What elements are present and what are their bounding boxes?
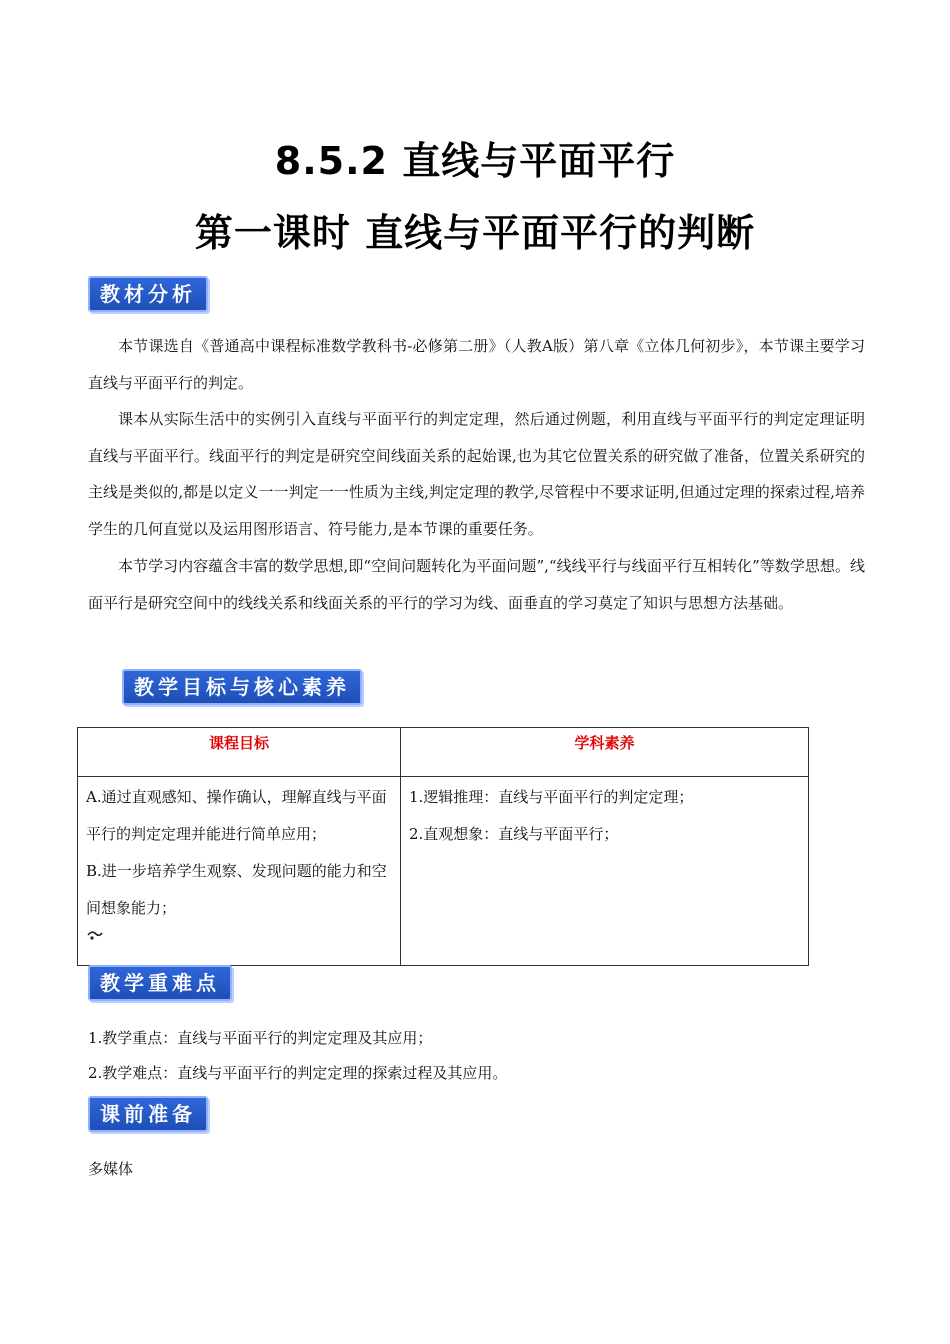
literacy-cell <box>401 777 809 966</box>
goals-table <box>77 727 809 966</box>
key-point-1: 1.教学重点：直线与平面平行的判定定理及其应用； <box>88 1029 433 1047</box>
header-course-goals: 课程目标 <box>78 728 401 777</box>
main-title: 8.5.2 直线与平面平行 <box>274 139 676 183</box>
section-badge-analysis: 教材分析 <box>88 276 208 312</box>
analysis-paragraph-3: 本节学习内容蕴含丰富的数学思想,即“空间问题转化为平面问题”,“线线平行与线面平行互相转化”等数学思想。线面平行是研究空间中的线线关系和线面关系的平行的学习为线、面垂直的学习莫定了知识与思想方法基础。 <box>88 557 865 612</box>
sub-title: 第一课时 直线与平面平行的判断 <box>194 211 756 255</box>
course-goal-b: B.进一步培养学生观察、发现问题的能力和空间想象能力； <box>86 862 387 917</box>
analysis-paragraph-2: 课本从实际生活中的实例引入直线与平面平行的判定定理，然后通过例题，利用直线与平面平行的判定定理证明直线与平面平行。线面平行的判定是研究空间线面关系的起始课,也为其它位置关系的研究做了准备，位置关系研究的主线是类似的,都是以定义一一判定一一性质为主线,判定定理的教学,尽管程中不要求证明,但通过定理的探索过程,培养学生的几何直觉以及运用图形语言、符号能力,是本节课的重要任务。 <box>88 410 865 538</box>
course-goal-a: A.通过直观感知、操作确认，理解直线与平面平行的判定定理并能进行简单应用； <box>86 788 387 843</box>
preparation-text: 多媒体 <box>88 1160 134 1178</box>
header-literacy: 学科素养 <box>401 728 809 777</box>
section-badge-preparation: 课前准备 <box>88 1096 208 1132</box>
section-badge-key-points: 教学重难点 <box>88 965 232 1001</box>
course-goals-cell <box>78 777 401 966</box>
literacy-1: 1.逻辑推理：直线与平面平行的判定定理； <box>409 788 694 806</box>
analysis-paragraph-1: 本节课选自《普通高中课程标准数学教科书-必修第二册》（人教A版）第八章《立体几何初步》，本节课主要学习直线与平面平行的判定。 <box>88 337 865 392</box>
section-badge-goals: 教学目标与核心素养 <box>122 669 362 705</box>
literacy-2: 2.直观想象：直线与平面平行； <box>409 825 619 843</box>
small-mark-icon <box>86 927 104 947</box>
key-point-2: 2.教学难点：直线与平面平行的判定定理的探索过程及其应用。 <box>88 1064 508 1082</box>
